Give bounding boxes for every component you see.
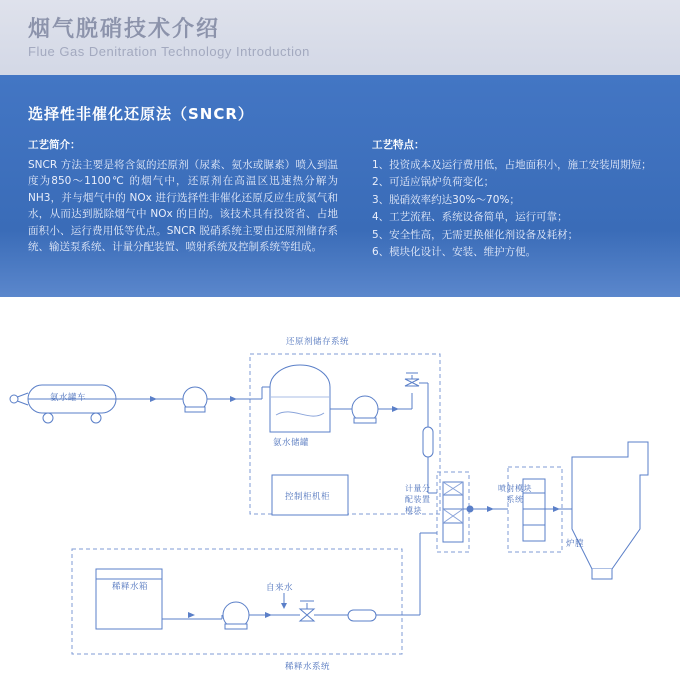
label-water-tank: 稀释水箱 — [112, 582, 149, 592]
label-control-cabinet: 控制柜机柜 — [285, 492, 331, 502]
water-inline-strainer — [348, 610, 376, 621]
flow-diagram-svg — [0, 297, 680, 676]
section-band — [0, 75, 680, 297]
feature-item: 2、可适应锅炉负荷变化； — [372, 176, 495, 188]
label-metering-distribution: 计量分配装置模块 — [405, 484, 431, 515]
water-tank-shape — [96, 569, 162, 629]
transfer-pump-2 — [352, 396, 378, 423]
process-intro-body: SNCR 方法主要是将含氮的还原剂（尿素、氨水或脲素）喷入到温度为850～1100℃ 的烟气中，还原剂在高温区迅速热分解为 NH3，并与烟气中的 NOx 进行选择性非催化还原反应生成氮气和水，从而达到脱除烟气中 NOx 的目的。该技术具有投资省、占地面积小、运行费用低等优点。SNCR 脱硝系统主要由还原剂储存系统、输送泵系统、计量分配装置、喷射系统及控制系统等组成。 — [28, 158, 338, 253]
dilution-water-pump — [223, 602, 249, 629]
page-title-en: Flue Gas Denitration Technology Introduction — [28, 44, 310, 59]
process-flow-diagram — [0, 297, 680, 676]
metering-distribution-module — [443, 482, 463, 542]
label-furnace: 炉膛 — [566, 539, 585, 549]
furnace-shape — [572, 442, 648, 579]
label-reductant-storage-system: 还原剂储存系统 — [286, 337, 350, 347]
transfer-pump-1 — [183, 387, 207, 412]
feature-item: 4、工艺流程、系统设备简单，运行可靠； — [372, 211, 568, 223]
valve-storage-outlet — [405, 373, 419, 386]
ammonia-storage-tank — [270, 365, 330, 432]
page-title-cn: 烟气脱硝技术介绍 — [28, 17, 221, 42]
process-intro-column — [28, 137, 338, 256]
label-ammonia-tanker: 氨水罐车 — [50, 393, 87, 403]
process-features-column — [372, 137, 658, 262]
process-features-heading: 工艺特点： — [372, 139, 425, 151]
page-header — [0, 0, 680, 75]
section-title: 选择性非催化还原法（SNCR） — [28, 105, 254, 123]
feature-item: 1、投资成本及运行费用低，占地面积小，施工安装周期短； — [372, 158, 652, 171]
inline-filter — [423, 427, 433, 457]
valve-dilution-water — [300, 601, 314, 621]
feature-item: 6、模块化设计、安装、维护方便。 — [372, 246, 537, 258]
feature-item: 5、安全性高，无需更换催化剂设备及耗材； — [372, 228, 579, 241]
feature-item: 3、脱硝效率约达30%～70%； — [372, 193, 520, 206]
label-tap-water: 自来水 — [266, 583, 294, 593]
label-injection-system: 喷射模块系统 — [498, 484, 532, 504]
label-dilution-water-system: 稀释水系统 — [285, 662, 331, 672]
label-ammonia-tank: 氨水储罐 — [273, 438, 310, 448]
process-intro-heading: 工艺简介： — [28, 139, 81, 151]
